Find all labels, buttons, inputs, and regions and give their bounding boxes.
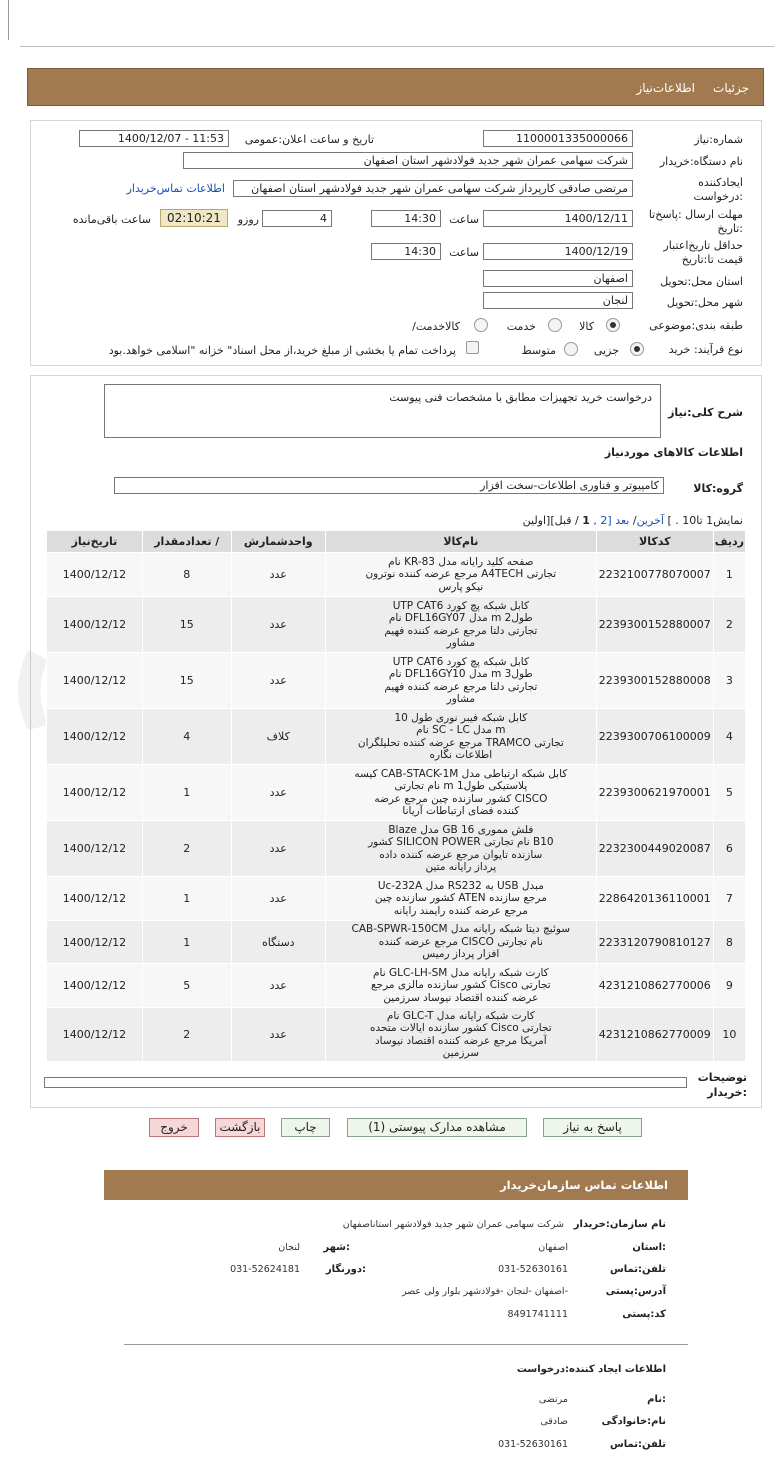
cell-code: 2232100778070007 <box>596 553 713 597</box>
category-label: طبقه بندی:موضوعی <box>649 319 743 332</box>
contact-postal-label: کد:پستی <box>622 1309 666 1320</box>
buyer-notes-label-1: توضیحات <box>697 1071 747 1084</box>
cell-date: 1400/12/12 <box>47 821 143 877</box>
announce-field[interactable]: 1400/12/07 - 11:53 <box>79 130 229 147</box>
creator-name-label: :نام <box>647 1394 666 1405</box>
cell-qty: 2 <box>142 1008 231 1062</box>
buyer-contact-title: اطلاعات تماس سازمان‌خریدار <box>500 1178 668 1192</box>
table-row[interactable] <box>47 1008 746 1062</box>
table-row[interactable] <box>47 653 746 709</box>
cell-name: کابل شبکه فیبر نوری طول 10 m مدل SC - LC نام تجارتی TRAMCO مرجع عرضه کننده تحلیلگران اطلاعات نگاره <box>325 709 596 765</box>
cell-date: 1400/12/12 <box>47 1008 143 1062</box>
process-medium-label: متوسط <box>521 344 556 357</box>
table-row[interactable] <box>47 821 746 877</box>
cell-unit: عدد <box>231 597 325 653</box>
cell-row: 8 <box>713 921 745 964</box>
category-goods-service-label: کالاخدمت/ <box>412 320 460 333</box>
table-header-row <box>47 531 746 553</box>
cell-qty: 8 <box>142 553 231 597</box>
cell-unit: عدد <box>231 553 325 597</box>
respond-button[interactable]: پاسخ به نیاز <box>543 1118 642 1137</box>
cell-qty: 1 <box>142 921 231 964</box>
cell-date: 1400/12/12 <box>47 709 143 765</box>
cell-qty: 15 <box>142 597 231 653</box>
validity-label-2: قیمت تا:تاریخ <box>681 253 743 266</box>
pagination-prev-first[interactable]: / قبل][اولین <box>522 514 579 527</box>
cell-date: 1400/12/12 <box>47 597 143 653</box>
cell-name: سوئیچ دیتا شبکه رایانه مدل CAB-SPWR-150CM نام تجارتی CISCO مرجع عرضه کننده افزار پرداز رمیس <box>325 921 596 964</box>
col-code: کدکالا <box>596 531 713 553</box>
cell-name: کابل شبکه پچ کورد UTP CAT6 طول2 m مدل DFL16GY07 نام تجارتی دلتا مرجع عرضه کننده فهیم مشاور <box>325 597 596 653</box>
print-button[interactable]: چاپ <box>281 1118 330 1137</box>
cell-row: 7 <box>713 877 745 921</box>
contact-city-label: :شهر <box>323 1242 350 1253</box>
cell-qty: 2 <box>142 821 231 877</box>
general-desc-field[interactable]: درخواست خرید تجهیزات مطابق با مشخصات فنی پیوست <box>104 384 661 438</box>
contact-address: -اصفهان -لنجان -فولادشهر بلوار ولی عصر <box>401 1286 568 1297</box>
table-row[interactable] <box>47 709 746 765</box>
validity-time-field[interactable]: 14:30 <box>371 243 441 260</box>
cell-name: صفحه کلید رایانه مدل KR-83 نام تجارتی A4TECH مرجع عرضه کننده نوترون نیکو پارس <box>325 553 596 597</box>
remaining-timer: 02:10:21 <box>160 209 228 227</box>
cell-unit: عدد <box>231 821 325 877</box>
cell-code: 2239300152880008 <box>596 653 713 709</box>
cell-code: 2232300449020087 <box>596 821 713 877</box>
attachments-button[interactable]: مشاهده مدارک پیوستی (1) <box>347 1118 527 1137</box>
days-label: روزو <box>237 213 259 226</box>
deadline-time-label: ساعت <box>449 213 479 226</box>
cell-date: 1400/12/12 <box>47 553 143 597</box>
pagination-last[interactable]: آخرین <box>636 514 664 527</box>
tab-details[interactable]: جزئیات <box>713 81 749 95</box>
category-service-label: خدمت <box>506 320 536 333</box>
table-row[interactable] <box>47 553 746 597</box>
process-label: نوع فرآیند: خرید <box>668 343 743 356</box>
cell-unit: عدد <box>231 877 325 921</box>
validity-date-field[interactable]: 1400/12/19 <box>483 243 633 260</box>
cell-code: 2239300152880007 <box>596 597 713 653</box>
cell-qty: 15 <box>142 653 231 709</box>
days-field[interactable]: 4 <box>262 210 332 227</box>
creator-family-label: نام:خانوادگی <box>601 1416 666 1427</box>
remaining-label: ساعت باقی‌مانده <box>72 213 151 226</box>
contact-fax-label: :دورنگار <box>325 1264 366 1275</box>
cell-qty: 5 <box>142 964 231 1008</box>
back-button[interactable]: بازگشت <box>215 1118 265 1137</box>
cell-code: 4231210862770009 <box>596 1008 713 1062</box>
table-row[interactable] <box>47 964 746 1008</box>
contact-org: شرکت سهامی عمران شهر جدید فولادشهر استاناصفهان <box>342 1219 564 1230</box>
pagination: نمایش1 تا10 . ] آخرین/ بعد [2 , 1 / قبل][اولین <box>522 514 743 527</box>
cell-qty: 1 <box>142 765 231 821</box>
table-row[interactable] <box>47 877 746 921</box>
cell-row: 5 <box>713 765 745 821</box>
cell-row: 4 <box>713 709 745 765</box>
cell-name: مبدل USB به RS232 مدل Uc-232A مرجع سازنده ATEN کشور سازنده چین مرجع عرضه کننده رایمند رایانه <box>325 877 596 921</box>
cell-qty: 1 <box>142 877 231 921</box>
deadline-time-field[interactable]: 14:30 <box>371 210 441 227</box>
tab-need-info[interactable]: اطلاعات‌نیاز <box>636 81 695 95</box>
creator-info-title: اطلاعات ایجاد کننده:درخواست <box>516 1364 666 1375</box>
creator-phone: 031-52630161 <box>498 1439 568 1450</box>
cell-unit: عدد <box>231 964 325 1008</box>
pagination-showing: نمایش1 تا10 . ] <box>667 514 743 527</box>
city-label: شهر محل:تحویل <box>666 296 743 309</box>
general-desc-label: شرح کلی:نیاز <box>668 406 743 419</box>
cell-name: کارت شبکه رایانه مدل GLC-LH-SM نام تجارتی Cisco کشور سازنده مالزی مرجع عرضه کننده اقتصاد نیوساد سرزمین <box>325 964 596 1008</box>
cell-date: 1400/12/12 <box>47 921 143 964</box>
cell-code: 2239300706100009 <box>596 709 713 765</box>
cell-unit: کلاف <box>231 709 325 765</box>
need-number-field[interactable]: 1100001335000066 <box>483 130 633 147</box>
cell-unit: دستگاه <box>231 921 325 964</box>
category-goods-service-radio[interactable] <box>474 318 488 332</box>
cell-row: 2 <box>713 597 745 653</box>
contact-phone: 031-52630161 <box>498 1264 568 1275</box>
province-label: استان محل:تحویل <box>660 275 743 288</box>
col-row: ردیف <box>713 531 745 553</box>
col-name: نام‌کالا <box>325 531 596 553</box>
need-number-label: شماره:نیاز <box>694 133 743 146</box>
category-service-radio[interactable] <box>548 318 562 332</box>
creator-label-1: ایجادکننده <box>698 176 743 189</box>
cell-unit: عدد <box>231 653 325 709</box>
pagination-current: 1 <box>582 514 590 527</box>
pagination-next[interactable]: بعد <box>615 514 630 527</box>
cell-date: 1400/12/12 <box>47 765 143 821</box>
table-row[interactable] <box>47 921 746 964</box>
cell-name: کابل شبکه ارتباطی مدل CAB-STACK-1M کیسه پلاستیکی طول1 m نام تجارتی CISCO کشور سازنده چین مرجع عرضه کننده فضای ارتباطات آریانا <box>325 765 596 821</box>
cell-date: 1400/12/12 <box>47 877 143 921</box>
category-goods-label: کالا <box>579 320 594 333</box>
process-minor-radio[interactable] <box>630 342 644 356</box>
treasury-text: پرداخت تمام یا بخشی از مبلغ خرید،از محل اسناد" خزانه "اسلامی خواهد.بود <box>108 344 456 357</box>
treasury-checkbox[interactable] <box>466 341 479 354</box>
creator-family: صادقی <box>540 1416 568 1427</box>
col-unit: واحدشمارش <box>231 531 325 553</box>
cell-code: 2239300621970001 <box>596 765 713 821</box>
province-field[interactable]: اصفهان <box>483 270 633 287</box>
cell-code: 2233120790810127 <box>596 921 713 964</box>
group-label: گروه:کالا <box>693 482 743 495</box>
contact-phone-label: تلفن:تماس <box>609 1264 666 1275</box>
col-qty: / تعدادمقدار <box>142 531 231 553</box>
pagination-pages[interactable]: [2 , <box>593 514 612 527</box>
buyer-contact-link[interactable]: اطلاعات تماس‌خریدار <box>126 182 225 195</box>
cell-date: 1400/12/12 <box>47 653 143 709</box>
items-table <box>46 530 746 1062</box>
buyer-notes-label-2: :خریدار <box>707 1086 747 1099</box>
contact-province: اصفهان <box>538 1242 568 1253</box>
cell-date: 1400/12/12 <box>47 964 143 1008</box>
goods-info-title: اطلاعات کالاهای موردنیاز <box>604 446 743 459</box>
creator-field[interactable]: مرتضی صادقی کارپرداز شرکت سهامی عمران شهر جدید فولادشهر استان اصفهان <box>233 180 633 197</box>
creator-phone-label: تلفن:تماس <box>609 1439 666 1450</box>
contact-divider <box>124 1344 688 1345</box>
contact-province-label: :استان <box>632 1242 666 1253</box>
cell-row: 6 <box>713 821 745 877</box>
creator-name: مرتضی <box>538 1394 568 1405</box>
cell-unit: عدد <box>231 765 325 821</box>
process-medium-radio[interactable] <box>564 342 578 356</box>
cell-name: کارت شبکه رایانه مدل GLC-T نام تجارتی Cisco کشور سازنده ایالات متحده آمریکا مرجع عرضه کننده اقتصاد نیوساد سرزمین <box>325 1008 596 1062</box>
top-divider <box>20 46 774 47</box>
category-goods-radio[interactable] <box>606 318 620 332</box>
cell-row: 1 <box>713 553 745 597</box>
announce-label: تاریخ و ساعت اعلان:عمومی <box>244 133 374 146</box>
process-minor-label: جزیی <box>593 344 619 357</box>
col-date: تاریخ‌نیاز <box>47 531 143 553</box>
cell-row: 9 <box>713 964 745 1008</box>
validity-label-1: حداقل تاریخ‌اعتبار <box>663 239 743 252</box>
creator-label-2: :درخواست <box>693 190 743 203</box>
cell-qty: 4 <box>142 709 231 765</box>
validity-time-label: ساعت <box>449 246 479 259</box>
cell-row: 3 <box>713 653 745 709</box>
exit-button[interactable]: خروج <box>149 1118 199 1137</box>
buyer-notes-field[interactable] <box>44 1077 687 1088</box>
left-edge-line <box>8 0 9 40</box>
contact-address-label: آدرس:پستی <box>605 1286 666 1297</box>
cell-name: فلش مموری 16 GB مدل Blaze B10 نام تجارتی SILICON POWER کشور سازنده تایوان مرجع عرضه کننده داده پرداز رایانه متین <box>325 821 596 877</box>
buyer-org-field[interactable]: شرکت سهامی عمران شهر جدید فولادشهر استان اصفهان <box>183 152 633 169</box>
table-row[interactable] <box>47 597 746 653</box>
cell-code: 4231210862770006 <box>596 964 713 1008</box>
cell-code: 2286420136110001 <box>596 877 713 921</box>
cell-name: کابل شبکه پچ کورد UTP CAT6 طول3 m مدل DFL16GY10 نام تجارتی دلتا مرجع عرضه کننده فهیم مشاور <box>325 653 596 709</box>
cell-row: 10 <box>713 1008 745 1062</box>
group-field[interactable]: کامپیوتر و فناوری اطلاعات-سخت افزار <box>114 477 664 494</box>
buyer-org-label: نام دستگاه:خریدار <box>659 155 743 168</box>
contact-fax: 031-52624181 <box>230 1264 300 1275</box>
contact-postal: 8491741111 <box>507 1309 568 1320</box>
deadline-label-2: :تاریخ <box>717 222 743 235</box>
buyer-contact-header <box>104 1170 688 1200</box>
table-row[interactable] <box>47 765 746 821</box>
contact-org-label: نام سازمان:خریدار <box>573 1219 666 1230</box>
deadline-label-1: مهلت ارسال :پاسخ‌تا <box>648 208 743 221</box>
details-header <box>27 68 764 106</box>
deadline-date-field[interactable]: 1400/12/11 <box>483 210 633 227</box>
contact-city: لنجان <box>278 1242 300 1253</box>
city-field[interactable]: لنجان <box>483 292 633 309</box>
cell-unit: عدد <box>231 1008 325 1062</box>
